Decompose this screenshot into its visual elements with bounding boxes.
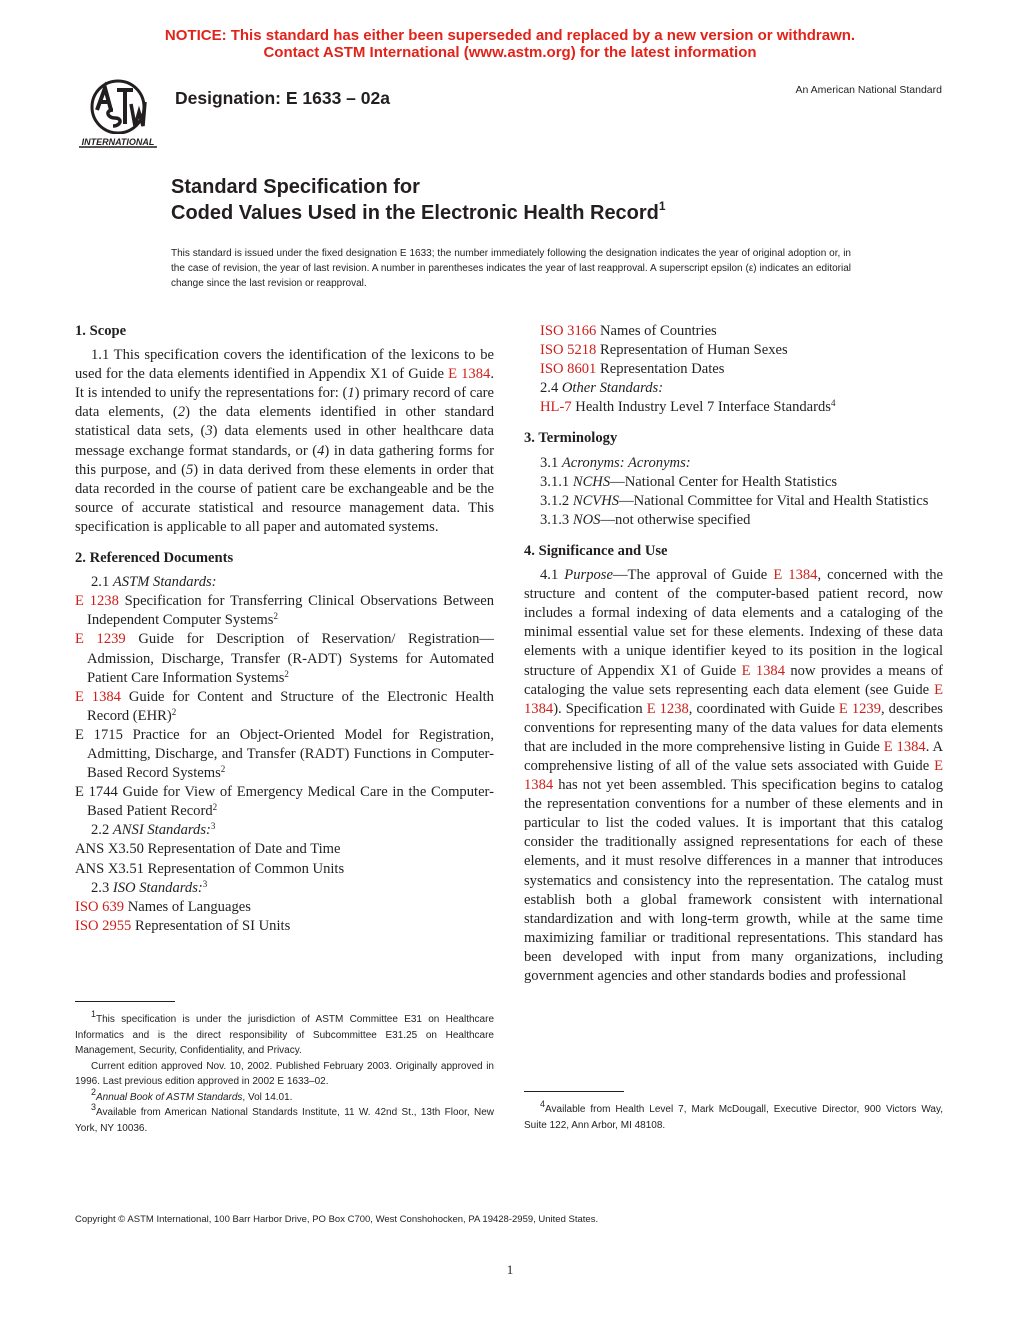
section-2-2: 2.2 ANSI Standards:$^3$	[91, 821, 216, 839]
iso-ref: ISO 639 Names of Languages	[75, 898, 251, 915]
title-line-1: Standard Specification for	[171, 176, 420, 198]
footnote-rule	[75, 1001, 175, 1002]
iso-ref: ISO 2955 Representation of SI Units	[75, 917, 291, 934]
footnote-3: $^3$Available from American National Standards Institute, 11 W. 42nd St., 13th Floor, New York, NY 10036.	[75, 1102, 494, 1134]
left-footnotes	[75, 1009, 494, 1136]
copyright: Copyright © ASTM International, 100 Barr Harbor Drive, PO Box C700, West Conshohocken, PA 19428-2959, United States.	[75, 1214, 599, 1225]
link-e1384[interactable]: E 1384	[741, 662, 786, 679]
footnote-1: $^1$This specification is under the jurisdiction of ASTM Committee E31 on Healthcare Informatics and is the direct responsibility of Subcommittee E31.25 on Healthcare Management, Security, Confidentiality, and Privacy.	[75, 1009, 494, 1056]
link-e1238[interactable]: E 1238	[646, 700, 689, 717]
page-number: 1	[506, 1262, 514, 1277]
withdrawal-notice	[0, 27, 1020, 61]
section-2-4: 2.4 Other Standards:	[540, 380, 664, 397]
term-3-1-1: 3.1.1 NCHS—National Center for Health Statistics	[540, 473, 838, 490]
logo-wordmark: INTERNATIONAL	[81, 137, 155, 147]
notice-line-2: Contact ASTM International (www.astm.org) for the latest information	[263, 44, 757, 61]
section-1-heading: 1. Scope	[75, 323, 127, 339]
iso-ref: ISO 8601 Representation Dates	[540, 361, 725, 378]
link-iso8601[interactable]: ISO 8601	[540, 361, 597, 378]
link-e1384[interactable]: E 1384	[883, 738, 926, 755]
link-iso2955[interactable]: ISO 2955	[75, 917, 132, 934]
issuance-note: This standard is issued under the fixed designation E 1633; the number immediately following the designation indicates the year of original adoption or, in the case of revision, the year of last revision. A number in parentheses indicates the year of last reapproval. A superscript epsilon (ε) indicates an editorial change since the last revision or reapproval.	[171, 248, 851, 289]
link-e1238[interactable]: E 1238	[75, 593, 119, 610]
section-2-heading: 2. Referenced Documents	[75, 550, 234, 567]
section-4-1-paragraph: 4.1 Purpose—The approval of Guide E 1384, concerned with the structure and content of the computer-based patient record, now includes a formal indexing of data elements and a cataloging of the minimal essential value set for these elements. Indexing of these data elements with a unique identifier keyed to its position in the logical structure of Appendix X1 of Guide E 1384 now provides a means of cataloging the value sets representing each data element (see Guide E 1384). Specification E 1238, coordinated with Guide E 1239, describes conventions for representing many of the data values for data elements that are included in the more comprehensive listing in Guide E 1384. A comprehensive listing of all of the value sets associated with Guide E 1384 has not yet been assembled. This specification begins to catalog the representation conventions for a number of these elements and in particular to list the coded values. It is important that this catalog consider the traditionally assigned representations for each of these elements, and it must resolve differences in a manner that introduces systematics and consistency into the representation. The catalog must establish both a global framework consistent with international standardization and with long-term growth, while at the same time maximizing familiar or traditional representations. This standard has been developed with input from many organizations, including government agencies and other standards bodies and professional	[524, 567, 943, 984]
link-e1384[interactable]: E 1384	[773, 567, 818, 584]
footnote-rule	[524, 1091, 624, 1092]
ansi-ref: ANS X3.51 Representation of Common Units	[75, 860, 345, 877]
footnote-1b: Current edition approved Nov. 10, 2002. Published February 2003. Originally approved in 1996. Last previous edition approved in 2002 E 1633–02.	[75, 1060, 494, 1087]
astm-ref: E 1384 Guide for Content and Structure of the Electronic Health Record (EHR)$^2$	[75, 688, 494, 724]
link-iso5218[interactable]: ISO 5218	[540, 342, 597, 359]
link-iso3166[interactable]: ISO 3166	[540, 323, 597, 339]
astm-ref: E 1715 Practice for an Object-Oriented Model for Registration, Admitting, Discharge, and Transfer (RADT) Functions in Computer-Based Record Systems$^2$	[75, 726, 494, 782]
other-ref: HL-7 Health Industry Level 7 Interface Standards$^4$	[540, 398, 836, 416]
term-3-1-2: 3.1.2 NCVHS—National Committee for Vital and Health Statistics	[540, 492, 929, 509]
section-4-heading: 4. Significance and Use	[524, 542, 668, 559]
title-line-2: Coded Values Used in the Electronic Health Record$^1$	[171, 199, 666, 224]
footnote-4: $^4$Available from Health Level 7, Mark McDougall, Executive Director, 900 Victors Way, Suite 122, Ann Arbor, MI 48108.	[524, 1099, 943, 1131]
link-iso639[interactable]: ISO 639	[75, 898, 125, 915]
astm-ref: E 1744 Guide for View of Emergency Medical Care in the Computer-Based Patient Record$^2$	[75, 784, 494, 820]
ansi-ref: ANS X3.50 Representation of Date and Time	[75, 841, 341, 858]
designation: Designation: E 1633 – 02a	[175, 88, 390, 108]
section-3-1: 3.1 Acronyms: Acronyms:	[540, 454, 691, 471]
link-e1384[interactable]: E 1384	[524, 681, 943, 717]
left-column	[75, 322, 494, 936]
term-3-1-3: 3.1.3 NOS—not otherwise specified	[540, 511, 751, 528]
link-e1384[interactable]: E 1384	[75, 688, 121, 705]
document-title	[171, 174, 666, 226]
section-3-heading: 3. Terminology	[524, 430, 618, 447]
link-e1384[interactable]: E 1384	[448, 366, 491, 383]
right-column	[524, 322, 943, 986]
iso-ref: ISO 5218 Representation of Human Sexes	[540, 342, 788, 359]
astm-logo-icon	[77, 74, 159, 150]
iso-ref: ISO 3166 Names of Countries	[540, 323, 717, 339]
link-e1239[interactable]: E 1239	[75, 631, 126, 648]
link-e1239[interactable]: E 1239	[838, 700, 882, 717]
link-e1384[interactable]: E 1384	[524, 757, 943, 794]
american-national-standard-label: An American National Standard	[795, 84, 942, 96]
section-2-3: 2.3 ISO Standards:$^3$	[91, 878, 208, 896]
section-2-1: 2.1 ASTM Standards:	[91, 574, 217, 591]
astm-ref: E 1238 Specification for Transferring Clinical Observations Between Independent Computer Systems$^2$	[75, 593, 494, 629]
notice-line-1: NOTICE: This standard has either been superseded and replaced by a new version or withdrawn.	[164, 27, 856, 44]
link-hl7[interactable]: HL-7	[540, 399, 572, 416]
section-1-1-paragraph: 1.1 This specification covers the identification of the lexicons to be used for the data elements identified in Appendix X1 of Guide E 1384. It is intended to unify the representations for: (1) primary record of care data elements, (2) the data elements identified in other standard statistical data sets, (3) data elements used in other healthcare data message exchange format standards, or (4) in data gathering forms for this purpose, and (5) in data derived from these elements in order that data recorded in the course of patient care be exchangeable and be the source of accurate statistical and resource management data. This specification is applicable to all paper and automated systems.	[75, 347, 495, 535]
astm-references	[75, 592, 494, 821]
footnote-2: $^2$Annual Book of ASTM Standards, Vol 14.01.	[91, 1086, 293, 1103]
astm-ref: E 1239 Guide for Description of Reservation/ Registration—Admission, Discharge, Transfer (R-ADT) Systems for Automated Patient Care Information Systems$^2$	[75, 631, 494, 686]
